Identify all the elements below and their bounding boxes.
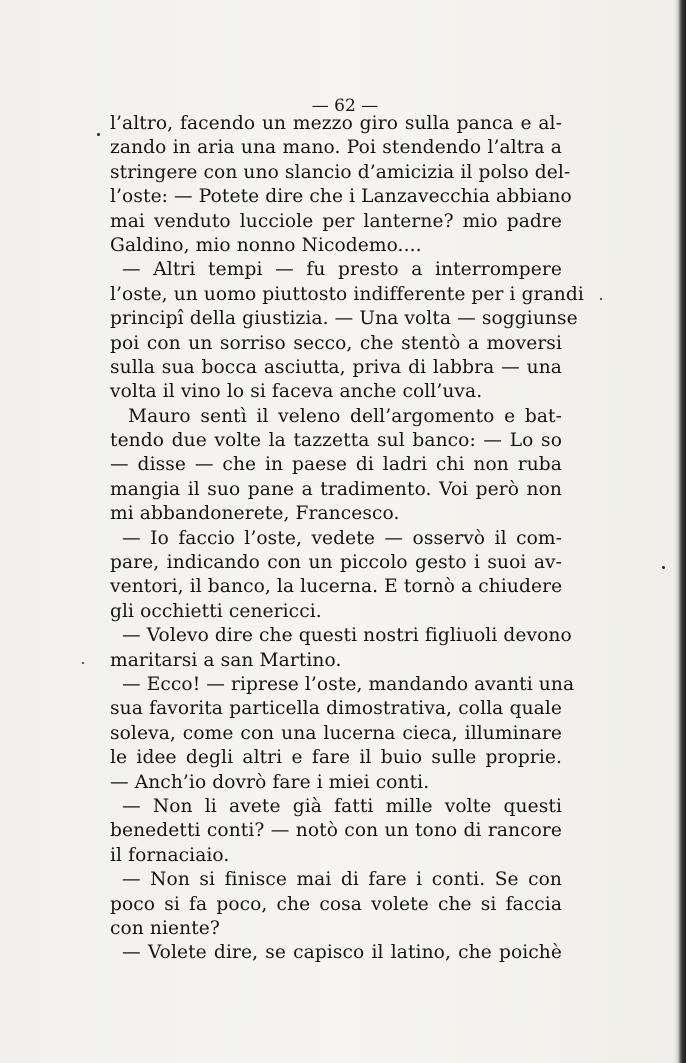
text-line: volta il vino lo si faceva anche coll’uva.: [110, 381, 483, 403]
text-line: — Non li avete già fatti mille volte questi: [122, 795, 562, 817]
page-number: — 62 —: [311, 96, 379, 116]
text-line: l’oste: — Potete dire che i Lanzavecchia abbiano: [110, 186, 572, 208]
ink-speck: [600, 298, 602, 300]
text-line: sua favorita particella dimostrativa, colla quale: [110, 698, 562, 720]
text-line: mangia il suo pane a tradimento. Voi però non: [110, 478, 562, 500]
text-line: — Anch’io dovrò fare i miei conti.: [110, 771, 430, 793]
text-line: il fornaciaio.: [110, 844, 230, 866]
text-line: — Io faccio l’oste, vedete — osservò il com-: [122, 527, 562, 549]
text-line: sulla sua bocca asciutta, priva di labbra — una: [110, 356, 562, 378]
text-line: maritarsi a san Martino.: [110, 649, 342, 671]
text-line: con niente?: [110, 917, 220, 939]
text-line: — Ecco! — riprese l’oste, mandando avanti una: [122, 673, 575, 695]
ink-speck: [662, 566, 665, 569]
text-line: — Altri tempi — fu presto a interrompere: [122, 259, 562, 281]
text-line: mai venduto lucciole per lanterne? mio padre: [110, 210, 562, 232]
text-line: l’altro, facendo un mezzo giro sulla panca e al-: [110, 113, 562, 134]
text-line: Galdino, mio nonno Nicodemo....: [110, 234, 422, 256]
text-line: stringere con uno slancio d’amicizia il polso del-: [110, 161, 571, 183]
text-line: le idee degli altri e fare il buio sulle proprie.: [110, 747, 562, 769]
text-line: tendo due volte la tazzetta sul banco: — Lo so: [110, 430, 562, 452]
text-line: — Volevo dire che questi nostri figliuoli devono: [122, 625, 572, 647]
text-line: — Volete dire, se capisco il latino, che poichè: [122, 942, 562, 964]
text-line: soleva, come con una lucerna cieca, illuminare: [110, 722, 562, 744]
text-line: poi con un sorriso secco, che stentò a moversi: [110, 332, 562, 354]
text-line: poco si fa poco, che cosa volete che si faccia: [110, 893, 562, 915]
text-line: zando in aria una mano. Poi stendendo l’altra a: [110, 137, 562, 159]
page-edge-shadow: [672, 0, 686, 1063]
ink-speck: [97, 133, 100, 136]
body-text: [110, 112, 584, 966]
text-line: pare, indicando con un piccolo gesto i suoi av-: [110, 552, 562, 574]
text-line: ventori, il banco, la lucerna. E tornò a chiudere: [110, 576, 563, 598]
text-line: mi abbandonerete, Francesco.: [110, 503, 400, 525]
text-line: gli occhietti cenericci.: [110, 600, 322, 622]
text-line: principî della giustizia. — Una volta — soggiunse: [110, 308, 578, 330]
text-line: Mauro sentì il veleno dell’argomento e bat-: [128, 405, 562, 427]
ink-speck: [82, 662, 84, 664]
text-line: — Non si finisce mai di fare i conti. Se con: [122, 869, 562, 891]
text-line: benedetti conti? — notò con un tono di rancore: [110, 820, 562, 842]
text-line: l’oste, un uomo piuttosto indifferente per i grandi: [110, 283, 584, 305]
text-line: — disse — che in paese di ladri chi non ruba: [110, 454, 562, 476]
